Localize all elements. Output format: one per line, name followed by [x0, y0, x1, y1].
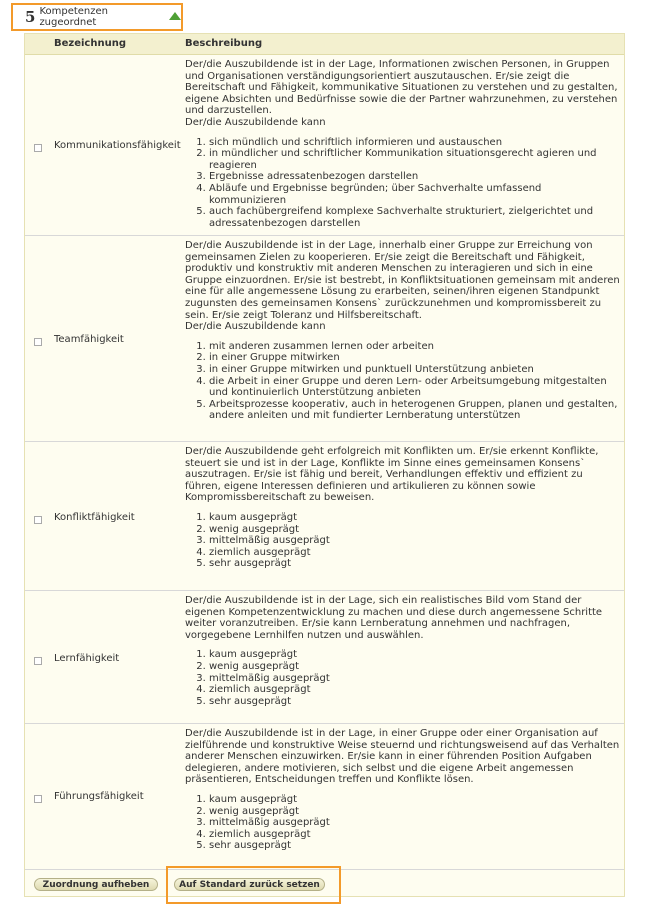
- table-row: [25, 442, 624, 591]
- list-item: 5. auch fachübergreifend komplexe Sachverhalte strukturiert, zielgerichtet und adressatenbezogen darstellen: [209, 206, 621, 229]
- competency-name: Konfliktfähigkeit: [54, 512, 135, 523]
- competency-name: Lernfähigkeit: [54, 653, 120, 664]
- list-item: 5. sehr ausgeprägt: [209, 840, 621, 852]
- list-item: 2. in mündlicher und schriftlicher Kommunikation situationsgerecht agieren und reagieren: [209, 148, 621, 171]
- list-item: 4. die Arbeit in einer Gruppe und deren Lern- oder Arbeitsumgebung mitgestalten und kontinuierlich Unterstützung anbieten: [209, 376, 621, 399]
- row-checkbox[interactable]: [34, 657, 42, 665]
- description-lead: Der/die Auszubildende kann: [185, 116, 326, 128]
- row-checkbox[interactable]: [34, 795, 42, 803]
- description-text: Der/die Auszubildende ist in der Lage, sich ein realistisches Bild vom Stand der eigenen Kompetenzentwicklung zu machen und diese durch angemessene Schritte weiter voranzutreiben. Er/sie kann Lernberatung annehmen und nachfragen, vorgegebene Lernhilfen nutzen und auswählen.: [185, 595, 603, 641]
- list-item: 2. wenig ausgeprägt: [209, 806, 621, 818]
- table-row: [25, 724, 624, 870]
- competency-name: Teamfähigkeit: [54, 334, 124, 345]
- competency-description: [185, 446, 621, 570]
- list-item: 3. mittelmäßig ausgeprägt: [209, 817, 621, 829]
- competencies-header[interactable]: [11, 3, 183, 31]
- list-item: 4. ziemlich ausgeprägt: [209, 547, 621, 559]
- list-item: 2. in einer Gruppe mitwirken: [209, 352, 621, 364]
- competency-name: Führungsfähigkeit: [54, 791, 144, 802]
- level-list: [185, 649, 621, 707]
- column-header-name: Bezeichnung: [54, 38, 126, 49]
- competency-description: [185, 240, 621, 422]
- list-item: 1. kaum ausgeprägt: [209, 649, 621, 661]
- collapse-arrow-icon[interactable]: [169, 12, 181, 20]
- description-text: Der/die Auszubildende ist in der Lage, innerhalb einer Gruppe zur Erreichung von gemeinsamen Zielen zu kooperieren. Er/sie zeigt die Bereitschaft und Fähigkeit, produktiv und konstruktiv mit anderen Menschen zu interagieren und sich in eine Gruppe einzuordnen. Er/sie ist bestrebt, in Konfliktsituationen gemeinsam mit anderen eine für alle angemessene Lösung zu erarbeiten, seinen/ihren eigenen Standpunkt zugunsten des gemeinsamen Konsens` zurückzunehmen und kompromissbereit zu sein. Er/sie zeigt Toleranz und Hilfsbereitschaft.: [185, 240, 620, 321]
- table-row: [25, 236, 624, 442]
- list-item: 5. sehr ausgeprägt: [209, 558, 621, 570]
- highlight-frame: [166, 866, 341, 904]
- row-checkbox[interactable]: [34, 144, 42, 152]
- competency-name: Kommunikationsfähigkeit: [54, 140, 181, 151]
- list-item: 4. ziemlich ausgeprägt: [209, 684, 621, 696]
- description-lead: Der/die Auszubildende kann: [185, 321, 326, 333]
- list-item: 3. in einer Gruppe mitwirken und punktuell Unterstützung anbieten: [209, 364, 621, 376]
- competency-table: [24, 33, 625, 897]
- competency-description: [185, 728, 621, 852]
- description-text: Der/die Auszubildende ist in der Lage, in einer Gruppe oder einer Organisation auf zielführende und konstruktive Weise steuernd und richtungsweisend auf das Verhalten anderer Menschen einzuwirken. Er/sie kann in einer führenden Position Aufgaben delegieren, andere motivieren, sich selbst und die eigene Arbeit angemessen präsentieren, Entscheidungen treffen und Konflikte lösen.: [185, 728, 620, 786]
- competency-description: [185, 595, 621, 707]
- list-item: 5. Arbeitsprozesse kooperativ, auch in heterogenen Gruppen, planen und gestalten, andere anleiten und mit fundierter Lernberatung unterstützen: [209, 399, 621, 422]
- table-row: [25, 591, 624, 724]
- description-text: Der/die Auszubildende geht erfolgreich mit Konflikten um. Er/sie erkennt Konflikte, steuert sie und ist in der Lage, Konflikte im Sinne eines gemeinsamen Konsens` auszutragen. Er/sie ist fähig und bereit, Verhandlungen effektiv und effizient zu führen, eigene Interessen definieren und artikulieren zu können sowie Kompromissbereitschaft zu beweisen.: [185, 446, 599, 504]
- level-list: [185, 137, 621, 230]
- competency-header-label: Kompetenzen zugeordnet: [39, 6, 109, 28]
- list-item: 1. mit anderen zusammen lernen oder arbeiten: [209, 341, 621, 353]
- list-item: 1. kaum ausgeprägt: [209, 512, 621, 524]
- level-list: [185, 512, 621, 570]
- description-text: Der/die Auszubildende ist in der Lage, Informationen zwischen Personen, in Gruppen und Organisationen verständigungsorientiert auszutauschen. Er/sie zeigt die Bereitschaft und Fähigkeit, kommunikative Situationen zu verstehen und zu gestalten, eigene Absichten und Bedürfnisse sowie die der Partner wahrzunehmen, zu verstehen und darzustellen.: [185, 59, 618, 117]
- list-item: 5. sehr ausgeprägt: [209, 696, 621, 708]
- competency-description: [185, 59, 621, 229]
- table-header: [25, 34, 624, 55]
- table-row: [25, 55, 624, 236]
- column-header-description: Beschreibung: [185, 38, 263, 49]
- competency-count: 5: [25, 8, 36, 26]
- unassign-button[interactable]: Zuordnung aufheben: [34, 878, 158, 891]
- reset-default-button[interactable]: Auf Standard zurück setzen: [174, 878, 325, 891]
- level-list: [185, 341, 621, 422]
- list-item: 1. sich mündlich und schriftlich informieren und austauschen: [209, 137, 621, 149]
- list-item: 4. Abläufe und Ergebnisse begründen; über Sachverhalte umfassend kommunizieren: [209, 183, 621, 206]
- row-checkbox[interactable]: [34, 338, 42, 346]
- list-item: 1. kaum ausgeprägt: [209, 794, 621, 806]
- level-list: [185, 794, 621, 852]
- row-checkbox[interactable]: [34, 516, 42, 524]
- list-item: 3. mittelmäßig ausgeprägt: [209, 535, 621, 547]
- list-item: 2. wenig ausgeprägt: [209, 661, 621, 673]
- list-item: 3. mittelmäßig ausgeprägt: [209, 673, 621, 685]
- list-item: 2. wenig ausgeprägt: [209, 524, 621, 536]
- list-item: 4. ziemlich ausgeprägt: [209, 829, 621, 841]
- list-item: 3. Ergebnisse adressatenbezogen darstellen: [209, 171, 621, 183]
